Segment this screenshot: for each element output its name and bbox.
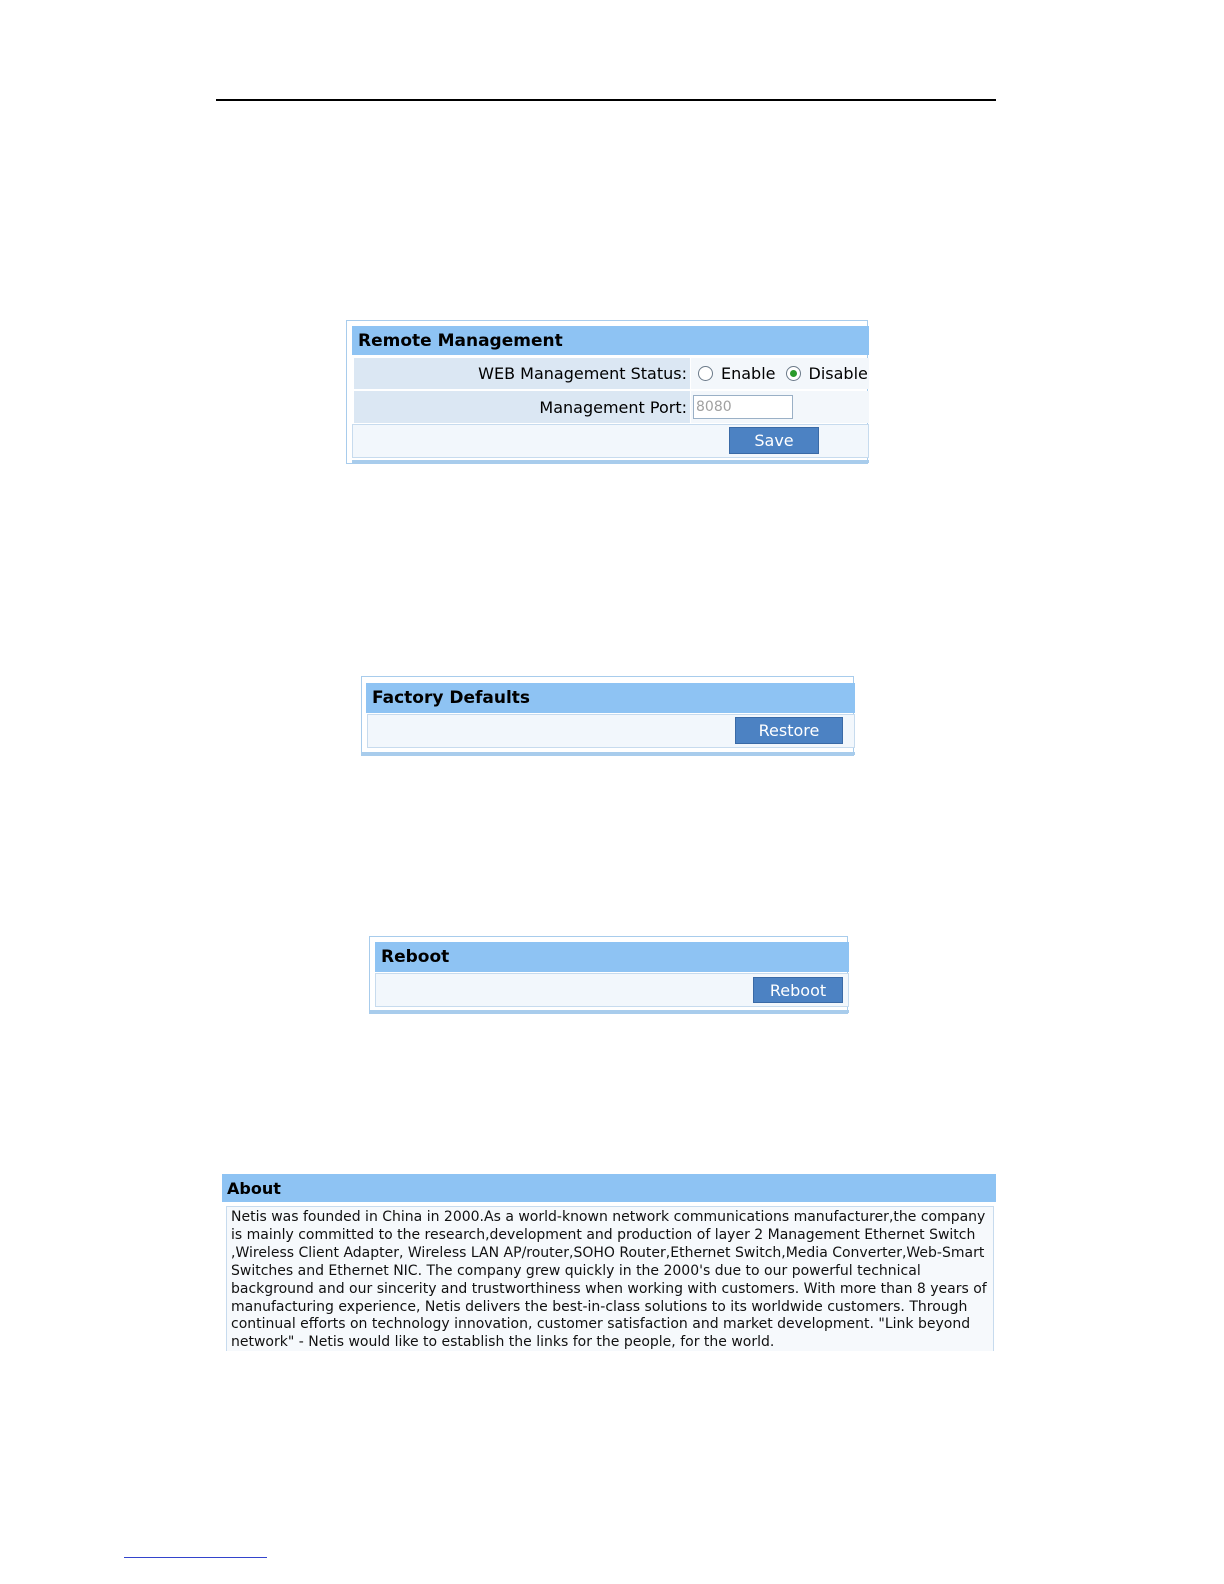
reboot-title: Reboot [375, 942, 849, 972]
header-rule [216, 99, 996, 101]
restore-button[interactable]: Restore [735, 717, 843, 744]
about-text: Netis was founded in China in 2000.As a world-known network communications manufacturer,the company is mainly committed to the research,development and production of layer 2 Management Ethernet Switch ,Wireless Client Adapter, Wireless LAN AP/router,SOHO Router,Ethernet Switch,Media Converter,Web-Smart Switches and Ethernet NIC. The company grew quickly in the 2000's due to our powerful technical background and our sincerity and trustworthiness when working with customers. With more than 8 years of manufacturing experience, Netis delivers the best-in-class solutions to its worldwide customers. Through continual efforts on technology innovation, customer satisfaction and market development. "Link beyond network" - Netis would like to establish the links for the people, for the world. [226, 1206, 994, 1351]
panel-bottom-border [370, 1010, 849, 1013]
disable-radio[interactable] [786, 366, 801, 381]
about-title: About [222, 1174, 996, 1202]
remote-management-panel [346, 320, 868, 464]
about-panel [222, 1174, 996, 1351]
remote-management-title: Remote Management [352, 326, 869, 355]
footer-link-underline [124, 1557, 267, 1558]
enable-radio-label: Enable [721, 364, 776, 383]
disable-radio-label: Disable [808, 364, 868, 383]
web-management-status-options [691, 358, 869, 389]
web-management-status-label: WEB Management Status: [354, 358, 690, 389]
save-button[interactable]: Save [729, 427, 819, 454]
management-port-input[interactable] [693, 395, 793, 419]
reboot-panel [369, 936, 848, 1014]
management-port-label: Management Port: [354, 391, 690, 423]
management-port-cell [691, 391, 869, 423]
factory-defaults-title: Factory Defaults [366, 683, 855, 713]
factory-defaults-panel [361, 676, 854, 756]
reboot-button[interactable]: Reboot [753, 977, 843, 1003]
panel-bottom-border [352, 460, 869, 463]
enable-radio[interactable] [698, 366, 713, 381]
panel-bottom-border [362, 752, 855, 755]
